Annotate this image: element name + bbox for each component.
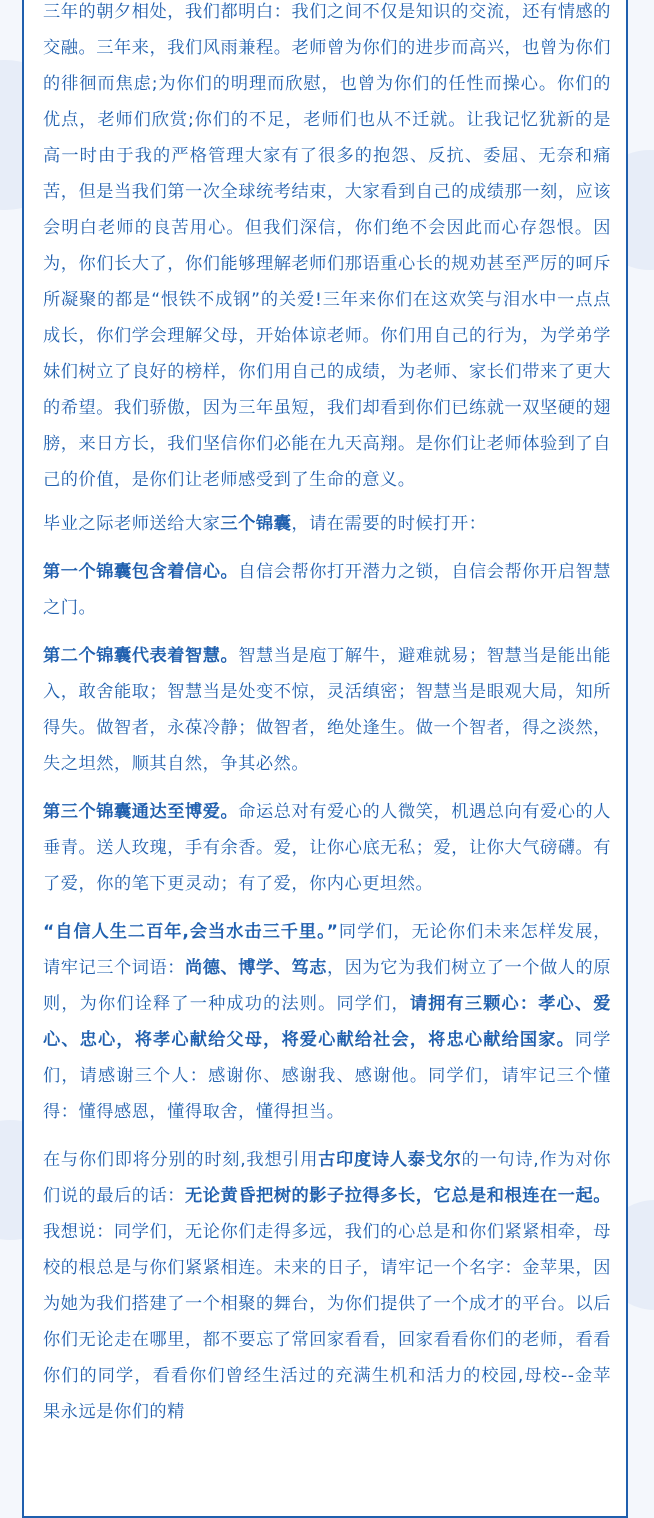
text-segment: ，因为它为我们树立了一个做人的原则，为你们诠释了一种成功的法则。同学们， [43, 958, 611, 1014]
paragraph-bag-3 [43, 794, 611, 902]
bold-text: 第二个锦囊代表着智慧。 [43, 646, 239, 666]
text-segment: 自信会帮你打开潜力之锁，自信会帮你开启智慧之门。 [43, 562, 611, 618]
bold-text: 尚德、博学、笃志 [185, 958, 327, 978]
text-segment: 智慧当是庖丁解牛，避难就易；智慧当是能出能入，敢舍能取；智慧当是处变不惊，灵活缜密；智慧当是眼观大局，知所得失。做智者，永葆冷静；做智者，绝处逢生。做一个智者，得之淡然，失之坦然，顺其自然，争其必然。 [43, 646, 611, 774]
paragraph-bag-1 [43, 554, 611, 626]
bold-text: 第三个锦囊通达至博爱。 [43, 802, 239, 822]
bold-text: 古印度诗人泰戈尔 [318, 1150, 462, 1170]
bold-text: 第一个锦囊包含着信心。 [43, 562, 239, 582]
bold-text: 无论黄昏把树的影子拉得多长，它总是和根连在一起。 [185, 1186, 612, 1206]
bold-text: “自信人生二百年,会当水击三千里。” [43, 922, 339, 942]
text-segment: 毕业之际老师送给大家 [43, 514, 221, 534]
paragraph-farewell [43, 1142, 611, 1430]
text-segment: 三年的朝夕相处，我们都明白：我们之间不仅是知识的交流，还有情感的交融。三年来，我们风雨兼程。老师曾为你们的进步而高兴，也曾为你们的徘徊而焦虑;为你们的明理而欣慰，也曾为你们的任性而操心。你们的优点，老师们欣赏;你们的不足，老师们也从不迁就。让我记忆犹新的是高一时由于我的严格管理大家有了很多的抱怨、反抗、委屈、无奈和痛苦，但是当我们第一次全球统考结束，大家看到自己的成绩那一刻，应该会明白老师的良苦用心。但我们深信，你们绝不会因此而心存怨恨。因为，你们长大了，你们能够理解老师们那语重心长的规劝甚至严厉的呵斥所凝聚的都是“恨铁不成钢”的关爱!三年来你们在这欢笑与泪水中一点点成长，你们学会理解父母，开始体谅老师。你们用自己的行为，为学弟学妹们树立了良好的榜样，你们用自己的成绩，为老师、家长们带来了更大的希望。我们骄傲，因为三年虽短，我们却看到你们已练就一双坚硬的翅膀，来日方长，我们坚信你们必能在九天高翔。是你们让老师体验到了自己的价值，是你们让老师感受到了生命的意义。 [43, 2, 611, 490]
text-segment: 我想说：同学们，无论你们走得多远，我们的心总是和你们紧紧相牵，母校的根总是与你们紧紧相连。未来的日子，请牢记一个名字：金苹果，因为她为我们搭建了一个相聚的舞台，为你们提供了一个成才的平台。以后你们无论走在哪里，都不要忘了常回家看看，回家看看你们的老师，看看你们的同学，看看你们曾经生活过的充满生机和活力的校园,母校--金苹果永远是你们的精 [43, 1222, 611, 1422]
text-segment: 在与你们即将分别的时刻,我想引用 [43, 1150, 319, 1170]
text-segment: 命运总对有爱心的人微笑，机遇总向有爱心的人垂青。送人玫瑰，手有余香。爱，让你心底无私；爱，让你大气磅礴。有了爱，你的笔下更灵动；有了爱，你内心更坦然。 [43, 802, 611, 894]
paragraph-gift-intro [43, 506, 611, 542]
text-segment: 的一句诗,作为对你们说的最后的话： [43, 1150, 611, 1206]
paragraph-confidence [43, 914, 611, 1130]
bold-text: 三个锦囊 [220, 514, 292, 534]
bold-text: 请拥有三颗心：孝心、爱心、忠心，将孝心献给父母，将爱心献给社会，将忠心献给国家。 [43, 994, 611, 1050]
paragraph-bag-2 [43, 638, 611, 782]
text-segment: 同学们，无论你们未来怎样发展，请牢记三个词语： [43, 922, 611, 978]
paragraph-memories [43, 0, 611, 498]
article-body [43, 0, 611, 1442]
text-segment: 同学们，请感谢三个人：感谢你、感谢我、感谢他。同学们，请牢记三个懂得：懂得感恩，懂得取舍，懂得担当。 [43, 1030, 612, 1122]
text-segment: ，请在需要的时候打开： [291, 514, 487, 534]
